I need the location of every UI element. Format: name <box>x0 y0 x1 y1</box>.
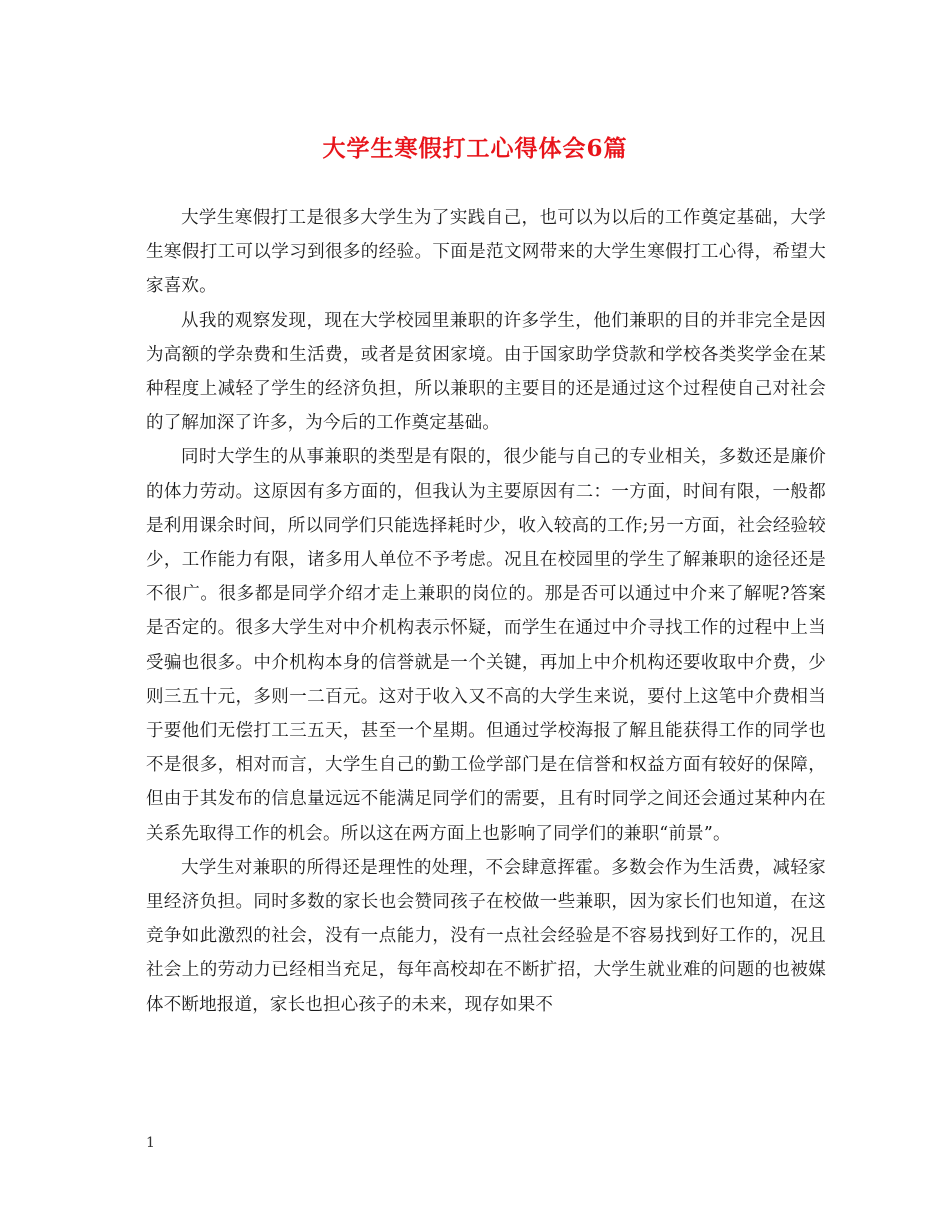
document-title: 大学生寒假打工心得体会6篇 <box>322 135 628 162</box>
paragraph-observation: 从我的观察发现，现在大学校园里兼职的许多学生，他们兼职的目的并非完全是因为高额的学杂费和生活费，或者是贫困家境。由于国家助学贷款和学校各类奖学金在某种程度上减轻了学生的经济负担，所以兼职的主要目的还是通过这个过程使自己对社会的了解加深了许多，为今后的工作奠定基础。 <box>146 310 826 434</box>
paragraph-intro: 大学生寒假打工是很多大学生为了实践自己，也可以为以后的工作奠定基础，大学生寒假打工可以学习到很多的经验。下面是范文网带来的大学生寒假打工心得，希望大家喜欢。 <box>146 208 826 297</box>
paragraph-earnings: 大学生对兼职的所得还是理性的处理，不会肆意挥霍。多数会作为生活费，减轻家里经济负担。同时多数的家长也会赞同孩子在校做一些兼职，因为家长们也知道，在这竞争如此激烈的社会，没有一点能力，没有一点社会经验是不容易找到好工作的，况且社会上的劳动力已经相当充足，每年高校却在不断扩招，大学生就业难的问题的也被媒体不断地报道，家长也担心孩子的未来，现存如果不 <box>146 857 826 1015</box>
page-number: 1 <box>146 1135 155 1151</box>
document-body <box>146 201 826 1022</box>
paragraph-job-types: 同时大学生的从事兼职的类型是有限的，很少能与自己的专业相关，多数还是廉价的体力劳动。这原因有多方面的，但我认为主要原因有二：一方面，时间有限，一般都是利用课余时间，所以同学们只能选择耗时少，收入较高的工作;另一方面，社会经验较少，工作能力有限，诸多用人单位不予考虑。况且在校园里的学生了解兼职的途径还是不很广。很多都是同学介绍才走上兼职的岗位的。那是否可以通过中介来了解呢?答案是否定的。很多大学生对中介机构表示怀疑，而学生在通过中介寻找工作的过程中上当受骗也很多。中介机构本身的信誉就是一个关键，再加上中介机构还要收取中介费，少则三五十元，多则一二百元。这对于收入又不高的大学生来说，要付上这笔中介费相当于要他们无偿打工三五天，甚至一个星期。但通过学校海报了解且能获得工作的同学也不是很多，相对而言，大学生自己的勤工俭学部门是在信誉和权益方面有较好的保障，但由于其发布的信息量远远不能满足同学们的需要，且有时同学之间还会通过某种内在关系先取得工作的机会。所以这在两方面上也影响了同学们的兼职“前景”。 <box>146 447 826 844</box>
